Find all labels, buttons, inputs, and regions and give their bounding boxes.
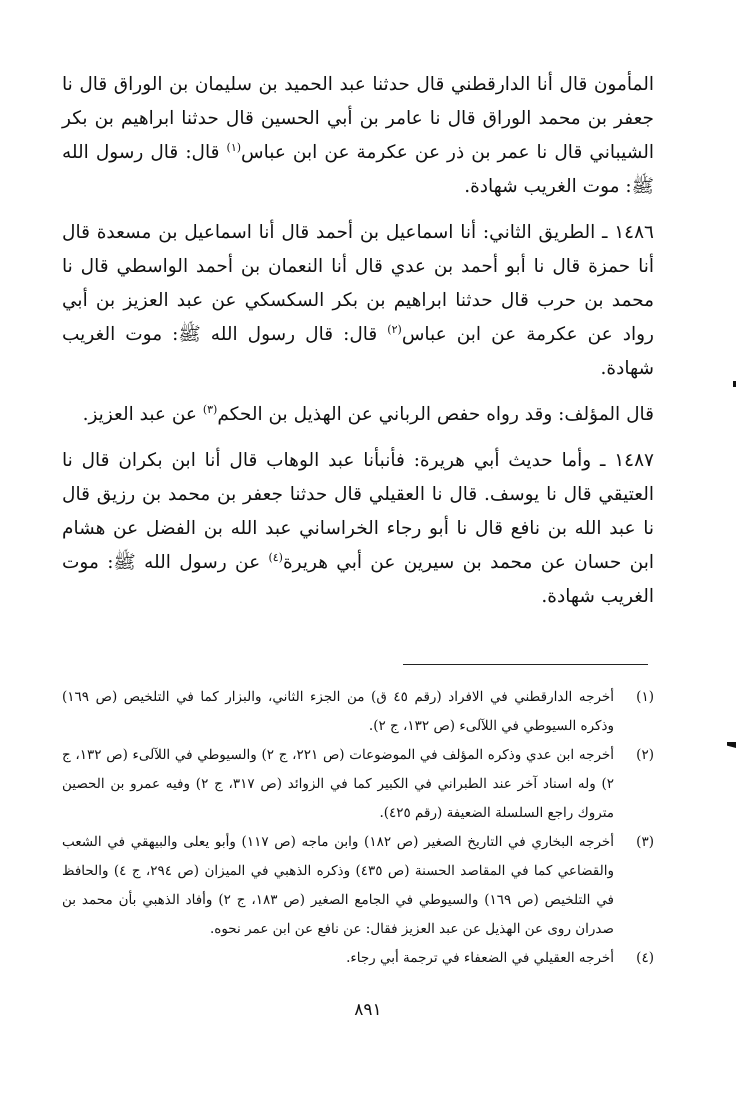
footnotes bbox=[62, 683, 654, 973]
paragraph-text: قال المؤلف: وقد رواه حفص الرباني عن الهذيل بن الحكم bbox=[217, 404, 654, 425]
footnote-reference: (١) bbox=[226, 140, 242, 154]
footnote-text: أخرجه البخاري في التاريخ الصغير (ص ١٨٢) وابن ماجه (ص ١١٧) وأبو يعلى والبيهقي في الشعب والقضاعي كما في المقاصد الحسنة (ص ٤٣٥) وذكره الذهبي في الميزان (ص ٢٩٤، ج ٤) والحافظ في التلخيص (ص ١٦٩) والسيوطي في الجامع الصغير (ص ١٨٣، ج ٢) وأفاد الذهبي بأن محمد بن صدران روى عن الهذيل عن عبد العزيز فقال: عن نافع عن ابن عمر نحوه. bbox=[62, 834, 615, 937]
body-paragraph bbox=[62, 398, 654, 432]
paragraph-text: قال: قال رسول الله ﷺ: موت الغريب شهادة. bbox=[62, 142, 654, 197]
footnote-separator bbox=[403, 664, 648, 665]
body-paragraph bbox=[62, 68, 654, 204]
footnote bbox=[62, 741, 654, 828]
footnote bbox=[62, 683, 654, 741]
main-text bbox=[62, 68, 654, 614]
footnote-reference: (٤) bbox=[268, 550, 283, 564]
footnote-text: أخرجه الدارقطني في الافراد (رقم ٤٥ ق) من الجزء الثاني، والبزار كما في التلخيص (ص ١٦٩) وذكره السيوطي في اللآلىء (ص ١٣٢، ج ٢). bbox=[62, 689, 614, 734]
footnote bbox=[62, 828, 654, 944]
margin-mark bbox=[727, 742, 736, 748]
body-paragraph bbox=[62, 216, 654, 386]
footnote bbox=[62, 944, 654, 973]
body-paragraph bbox=[62, 444, 654, 614]
footnote-number: (٣) bbox=[636, 834, 654, 850]
footnote-text: أخرجه ابن عدي وذكره المؤلف في الموضوعات (ص ٢٢١، ج ٢) والسيوطي في اللآلىء (ص ١٣٢، ج ٢) وله اسناد آخر عند الطبراني في الكبير كما في الزوائد (ص ٣١٧، ج ٢) وفيه عمرو بن الحصين متروك راجع السلسلة الضعيفة (رقم ٤٢٥). bbox=[62, 747, 615, 821]
footnote-reference: (٣) bbox=[202, 402, 218, 416]
paragraph-text: المأمون قال أنا الدارقطني قال حدثنا عبد الحميد بن سليمان بن الوراق قال نا جعفر بن محمد الوراق قال نا عامر بن أبي الحسين قال حدثنا ابراهيم بن بكر الشيباني قال نا عمر بن ذر عن عكرمة عن ابن عباس bbox=[62, 74, 654, 163]
footnote-number: (٤) bbox=[636, 950, 654, 966]
page-number: ٨٩١ bbox=[354, 1000, 382, 1020]
paragraph-text: ١٤٨٦ ـ الطريق الثاني: أنا اسماعيل بن أحمد قال أنا اسماعيل بن مسعدة قال أنا حمزة قال نا أبو أحمد بن عدي قال أنا النعمان بن أحمد الواسطي قال نا محمد بن حرب قال حدثنا ابراهيم بن بكر السكسكي عن عبد العزيز بن أبي رواد عن عكرمة عن ابن عباس bbox=[62, 222, 654, 345]
footnote-number: (٢) bbox=[636, 747, 654, 763]
paragraph-text: ١٤٨٧ ـ وأما حديث أبي هريرة: فأنبأنا عبد الوهاب قال أنا ابن بكران قال نا العتيقي قال نا يوسف. قال نا العقيلي قال حدثنا جعفر بن محمد بن رزيق قال نا عبد الله بن نافع قال نا أبو رجاء الخراساني عبد الله بن الفضل عن هشام ابن حسان عن محمد بن سيرين عن أبي هريرة bbox=[62, 450, 654, 573]
margin-mark bbox=[733, 381, 736, 387]
paragraph-text: قال: قال رسول الله ﷺ: موت الغريب شهادة. bbox=[62, 324, 654, 379]
footnote-text: أخرجه العقيلي في الضعفاء في ترجمة أبي رجاء. bbox=[346, 950, 614, 966]
footnote-number: (١) bbox=[636, 689, 654, 705]
footnote-reference: (٢) bbox=[387, 322, 402, 336]
paragraph-text: عن رسول الله ﷺ: موت الغريب شهادة. bbox=[62, 552, 654, 607]
paragraph-text: عن عبد العزيز. bbox=[82, 404, 203, 425]
